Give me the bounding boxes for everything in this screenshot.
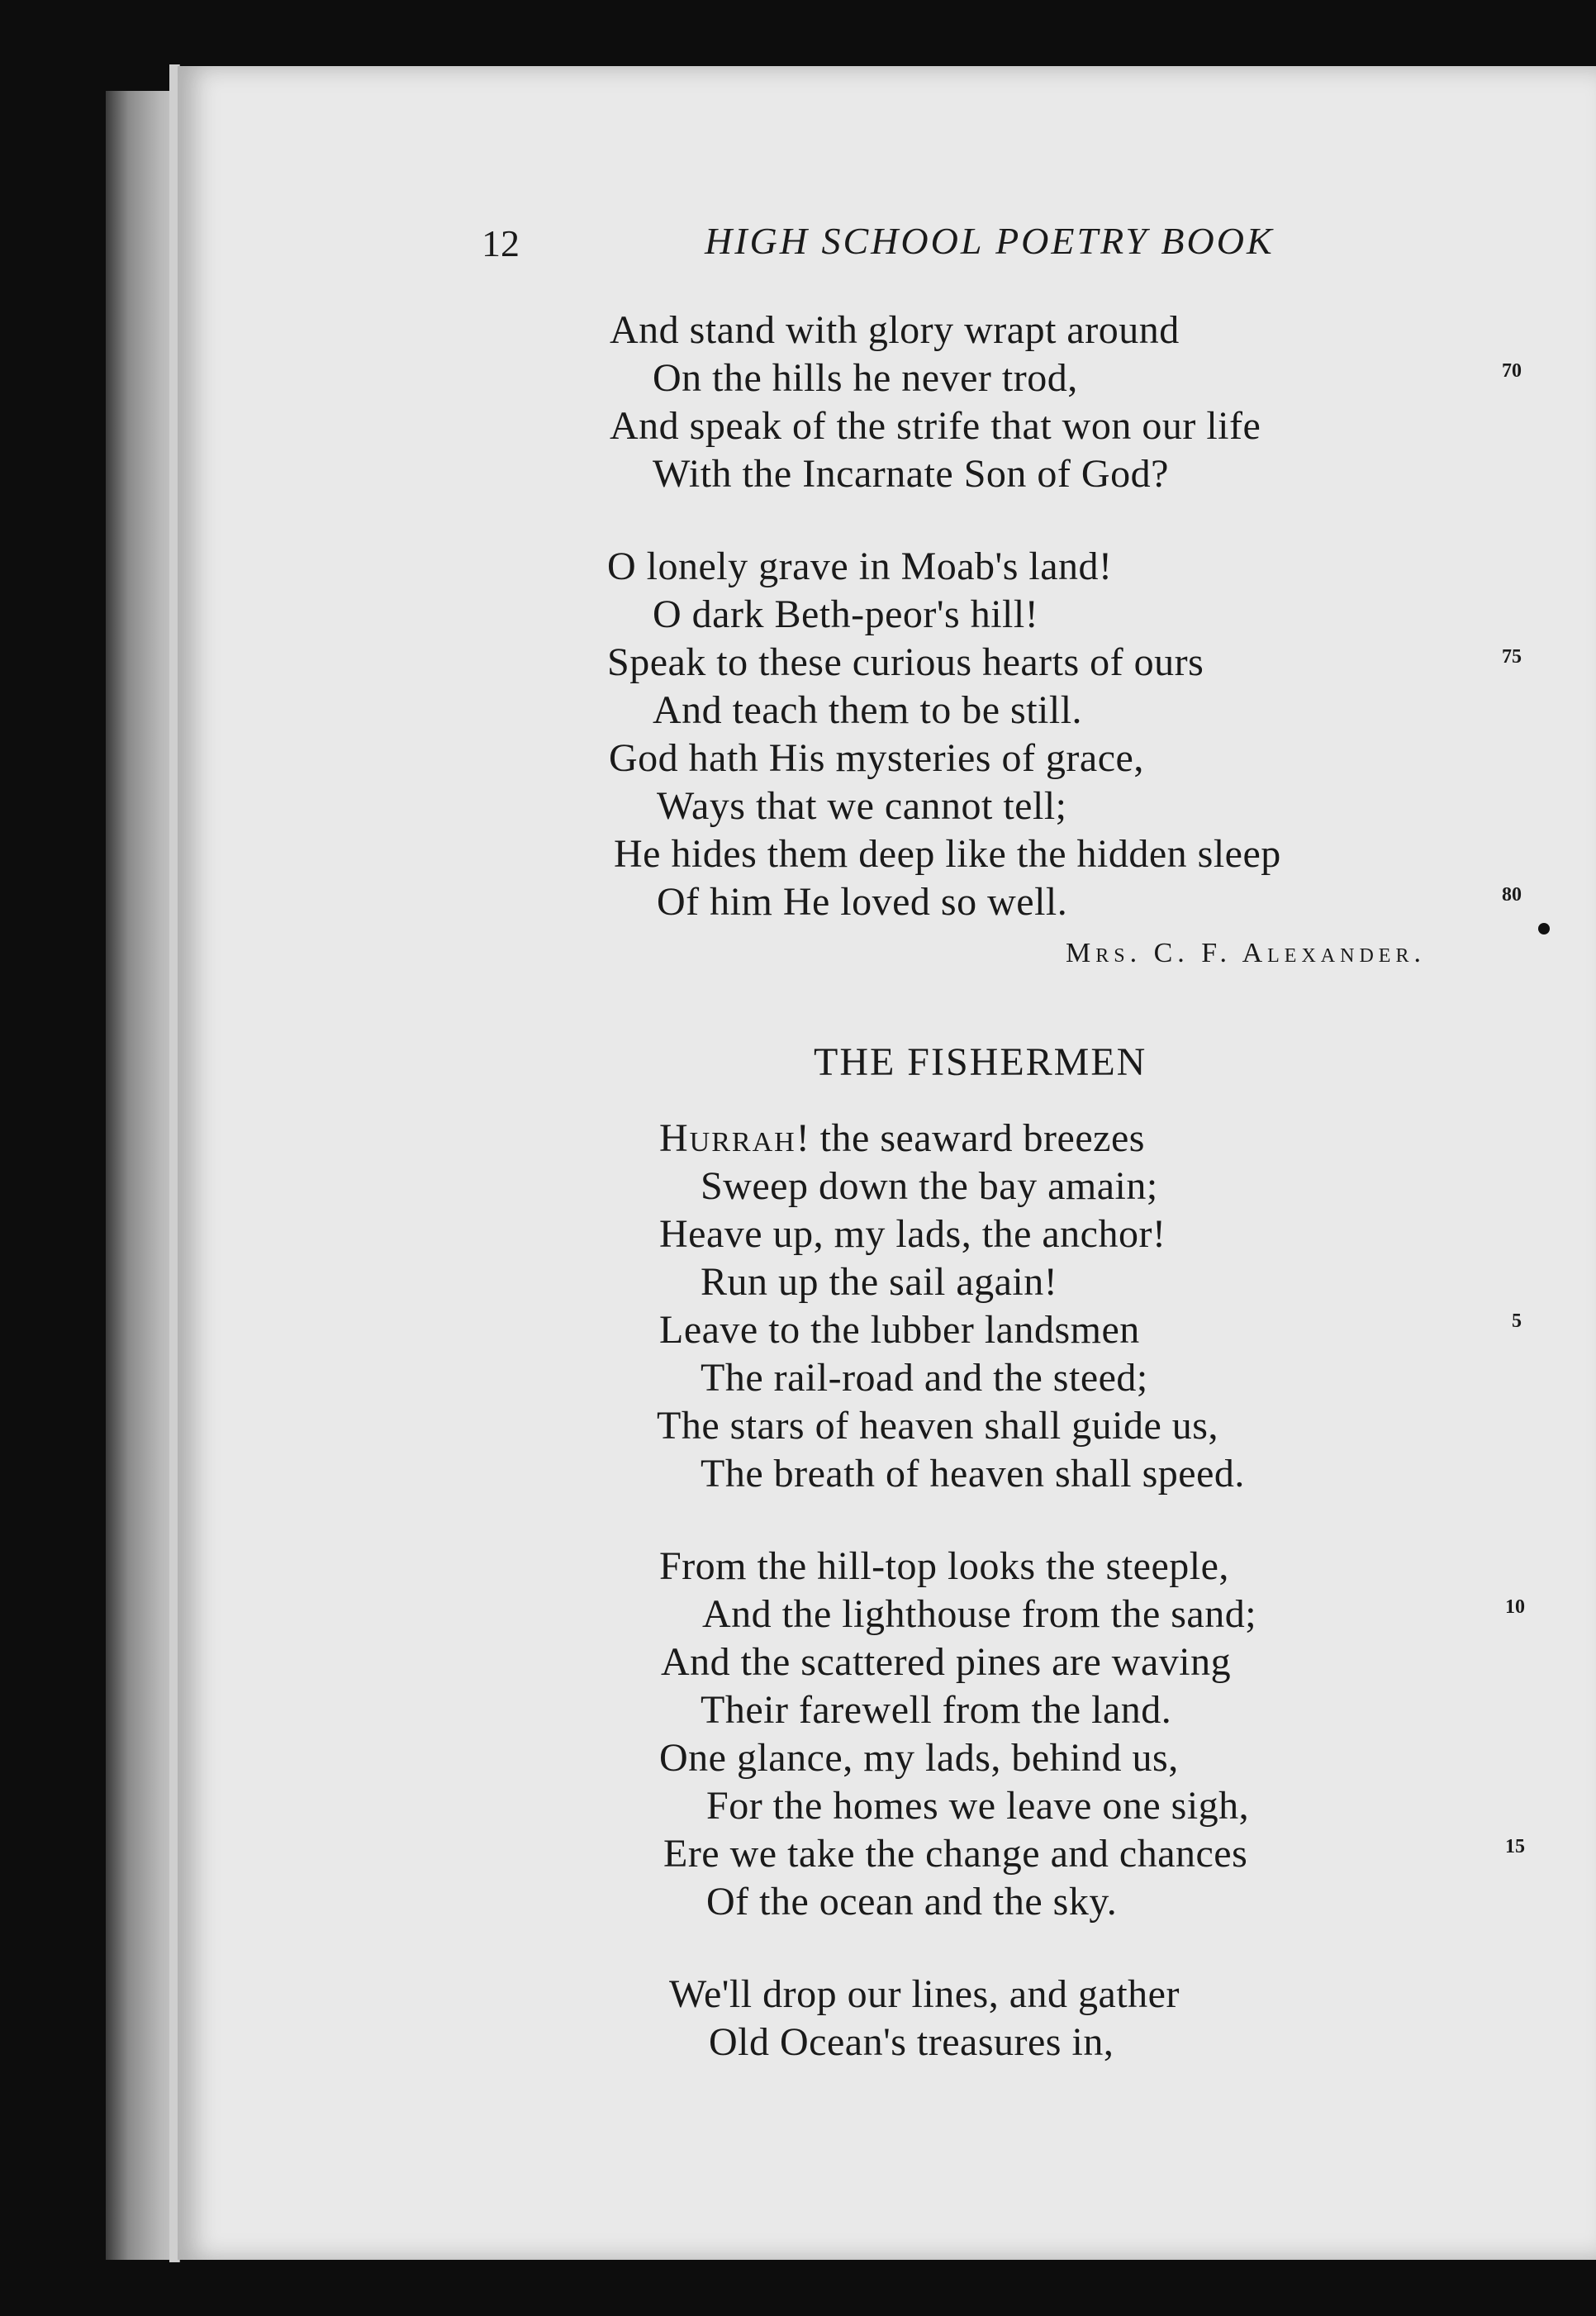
- line-number: 70: [1502, 360, 1522, 382]
- line-number: 5: [1512, 1310, 1522, 1332]
- poem-line: And teach them to be still.: [653, 688, 1083, 732]
- poem-line: With the Incarnate Son of God?: [653, 452, 1169, 496]
- poem-line: Their farewell from the land.: [701, 1688, 1172, 1732]
- poem-line: He hides them deep like the hidden sleep: [614, 832, 1281, 876]
- poem-line: Leave to the lubber landsmen: [659, 1308, 1140, 1352]
- line-number: 80: [1502, 884, 1522, 906]
- line-number: 10: [1505, 1596, 1525, 1618]
- poem-line: Of him He loved so well.: [657, 880, 1068, 924]
- poem-line: Of the ocean and the sky.: [706, 1880, 1118, 1924]
- poem-line: One glance, my lads, behind us,: [659, 1736, 1179, 1780]
- poem-line: The rail-road and the steed;: [701, 1356, 1148, 1400]
- poem-line: On the hills he never trod,: [653, 356, 1078, 400]
- poem-line: Ere we take the change and chances: [663, 1832, 1248, 1876]
- running-title: HIGH SCHOOL POETRY BOOK: [705, 220, 1275, 262]
- poem-line: God hath His mysteries of grace,: [609, 736, 1144, 780]
- poem-line: Speak to these curious hearts of ours: [607, 640, 1204, 684]
- poem-line: Ways that we cannot tell;: [657, 784, 1067, 828]
- poem-line: For the homes we leave one sigh,: [706, 1784, 1250, 1828]
- line-number: 15: [1505, 1836, 1525, 1857]
- poem-line: From the hill-top looks the steeple,: [659, 1544, 1229, 1588]
- line-number: 75: [1502, 646, 1522, 668]
- poem-author: Mrs. C. F. Alexander.: [1066, 938, 1426, 968]
- poem-line: O dark Beth-peor's hill!: [653, 592, 1039, 636]
- page-number: 12: [482, 222, 520, 264]
- poem-line: Heave up, my lads, the anchor!: [659, 1212, 1166, 1256]
- poem-line: O lonely grave in Moab's land!: [607, 545, 1113, 588]
- poem-line: Hurrah! the seaward breezes: [659, 1116, 1145, 1160]
- poem-line: Old Ocean's treasures in,: [709, 2020, 1114, 2064]
- ink-speck: [1538, 923, 1550, 934]
- poem-line: We'll drop our lines, and gather: [669, 1972, 1180, 2016]
- poem-line: The stars of heaven shall guide us,: [657, 1404, 1218, 1448]
- poem-title: THE FISHERMEN: [814, 1040, 1147, 1084]
- poem-line: And the lighthouse from the sand;: [702, 1592, 1257, 1636]
- poem-line: Sweep down the bay amain;: [701, 1164, 1158, 1208]
- poem-line: And stand with glory wrapt around: [610, 308, 1180, 352]
- poem-line: And speak of the strife that won our life: [610, 404, 1261, 448]
- poem-line: And the scattered pines are waving: [661, 1640, 1232, 1684]
- poem-line: Run up the sail again!: [701, 1260, 1058, 1304]
- first-word: Hurrah: [659, 1116, 796, 1160]
- poem-line: The breath of heaven shall speed.: [701, 1452, 1245, 1496]
